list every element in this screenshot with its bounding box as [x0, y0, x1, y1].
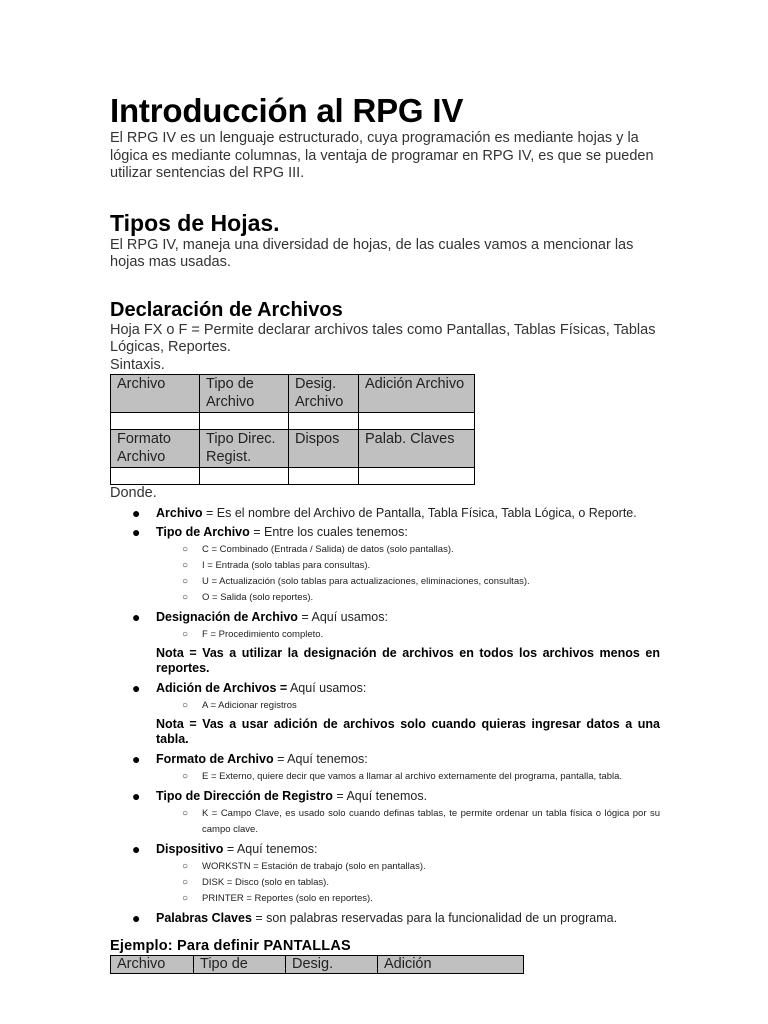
bullet-icon: ●: [132, 909, 141, 926]
table-cell: Desig.: [286, 955, 378, 973]
list-item: ● Tipo de Dirección de Registro = Aquí tenemos. ○ K = Campo Clave, es usado solo cuando definas tablas, te permite ordenar un tabla física o lógica por su campo clave.: [110, 788, 660, 838]
circle-bullet-icon: ○: [182, 892, 189, 904]
list-item: ● Tipo de Archivo = Entre los cuales tenemos: ○ C = Combinado (Entrada / Salida) de datos (solo pantallas). ○ I = Entrada (solo tablas para consultas). ○ U = Actualización (solo tablas para actualizaciones, eliminaciones, consultas). ○ O = Salida (solo reportes).: [110, 524, 660, 606]
bullet-icon: ●: [132, 840, 141, 857]
sub-list-item: ○ PRINTER = Reportes (solo en reportes).: [110, 891, 660, 907]
sintaxis-label: Sintaxis.: [110, 356, 165, 373]
bullet-icon: ●: [132, 523, 141, 540]
table-row: [111, 430, 475, 468]
sub-list-item: ○ E = Externo, quiere decir que vamos a llamar al archivo externamente del programa, pantalla, tabla.: [110, 769, 660, 785]
table-cell: Adición Archivo: [359, 375, 475, 413]
table-cell: Palab. Claves: [359, 430, 475, 468]
page-title: Introducción al RPG IV: [110, 92, 464, 129]
example-table: [110, 955, 524, 974]
sub-list-item: ○ C = Combinado (Entrada / Salida) de datos (solo pantallas).: [110, 542, 660, 558]
list-item: ● Designación de Archivo = Aquí usamos: ○ F = Procedimiento completo. Nota = Vas a utilizar la designación de archivos en todos los archivos menos en reportes.: [110, 609, 660, 676]
table-cell: Formato Archivo: [111, 430, 200, 468]
sub-list-item: ○ I = Entrada (solo tablas para consultas).: [110, 558, 660, 574]
note-text: Nota = Vas a utilizar la designación de archivos en todos los archivos menos en reportes.: [156, 645, 660, 675]
sub-list-item: ○ F = Procedimiento completo.: [110, 627, 660, 643]
document-page: [110, 92, 660, 974]
bullet-icon: ●: [132, 679, 141, 696]
sub-list-item: ○ U = Actualización (solo tablas para actualizaciones, eliminaciones, consultas).: [110, 574, 660, 590]
bullet-icon: ●: [132, 750, 141, 767]
circle-bullet-icon: ○: [182, 860, 189, 872]
section-text-declaracion: Hoja FX o F = Permite declarar archivos tales como Pantallas, Tablas Físicas, Tablas Lógicas, Reportes.: [110, 321, 656, 355]
list-item: ● Archivo = Es el nombre del Archivo de Pantalla, Tabla Física, Tabla Lógica, o Reporte.: [132, 504, 637, 521]
table-cell: Tipo Direc. Regist.: [200, 430, 289, 468]
sub-list-item: ○ K = Campo Clave, es usado solo cuando definas tablas, te permite ordenar un tabla física o lógica por su campo clave.: [182, 807, 660, 835]
circle-bullet-icon: ○: [182, 575, 189, 587]
definitions-list: [110, 505, 660, 926]
sub-list-item: ○ WORKSTN = Estación de trabajo (solo en pantallas).: [110, 859, 660, 875]
bullet-icon: ●: [132, 504, 141, 521]
circle-bullet-icon: ○: [182, 770, 189, 782]
table-row: [111, 413, 475, 430]
circle-bullet-icon: ○: [182, 628, 189, 640]
table-cell: Archivo: [111, 375, 200, 413]
example-title: Ejemplo: Para definir PANTALLAS: [110, 937, 351, 954]
note-text: Nota = Vas a usar adición de archivos solo cuando quieras ingresar datos a una tabla.: [156, 716, 660, 746]
section-text-tipos: El RPG IV, maneja una diversidad de hojas, de las cuales vamos a mencionar las hojas mas usadas.: [110, 236, 634, 270]
list-item: ● Palabras Claves = son palabras reservadas para la funcionalidad de un programa.: [132, 909, 618, 926]
intro-paragraph: El RPG IV es un lenguaje estructurado, cuya programación es mediante hojas y la lógica es mediante columnas, la ventaja de programar en RPG IV, es que se pueden utilizar sentencias del RPG III.: [110, 130, 654, 181]
circle-bullet-icon: ○: [182, 559, 189, 571]
table-row: [111, 375, 475, 413]
bullet-icon: ●: [132, 608, 141, 625]
donde-label: Donde.: [110, 485, 157, 501]
circle-bullet-icon: ○: [182, 807, 189, 819]
table-cell: Tipo de Archivo: [200, 375, 289, 413]
table-cell: Adición: [378, 955, 524, 973]
sub-list-item: ○ DISK = Disco (solo en tablas).: [110, 875, 660, 891]
section-heading-tipos: Tipos de Hojas.: [110, 209, 280, 236]
bullet-icon: ●: [132, 787, 141, 804]
table-cell: Tipo de: [194, 955, 286, 973]
list-item: ● Formato de Archivo = Aquí tenemos: ○ E = Externo, quiere decir que vamos a llamar al archivo externamente del programa, pantalla, tabla.: [110, 751, 660, 785]
sub-list-item: ○ A = Adicionar registros: [110, 698, 660, 714]
table-cell: Dispos: [289, 430, 359, 468]
circle-bullet-icon: ○: [182, 876, 189, 888]
sub-list-item: ○ O = Salida (solo reportes).: [110, 590, 660, 606]
table-cell: Archivo: [111, 955, 194, 973]
table-row: [111, 468, 475, 485]
circle-bullet-icon: ○: [182, 591, 189, 603]
list-item: ● Dispositivo = Aquí tenemos: ○ WORKSTN = Estación de trabajo (solo en pantallas). ○ DISK = Disco (solo en tablas). ○ PRINTER = Reportes (solo en reportes).: [110, 841, 660, 907]
circle-bullet-icon: ○: [182, 543, 189, 555]
circle-bullet-icon: ○: [182, 699, 189, 711]
syntax-table: [110, 374, 475, 485]
table-cell: Desig. Archivo: [289, 375, 359, 413]
section-heading-declaracion: Declaración de Archivos: [110, 298, 343, 321]
list-item: ● Adición de Archivos = Aquí usamos: ○ A = Adicionar registros Nota = Vas a usar adición de archivos solo cuando quieras ingresar datos a una tabla.: [110, 680, 660, 747]
table-row: [111, 955, 524, 973]
